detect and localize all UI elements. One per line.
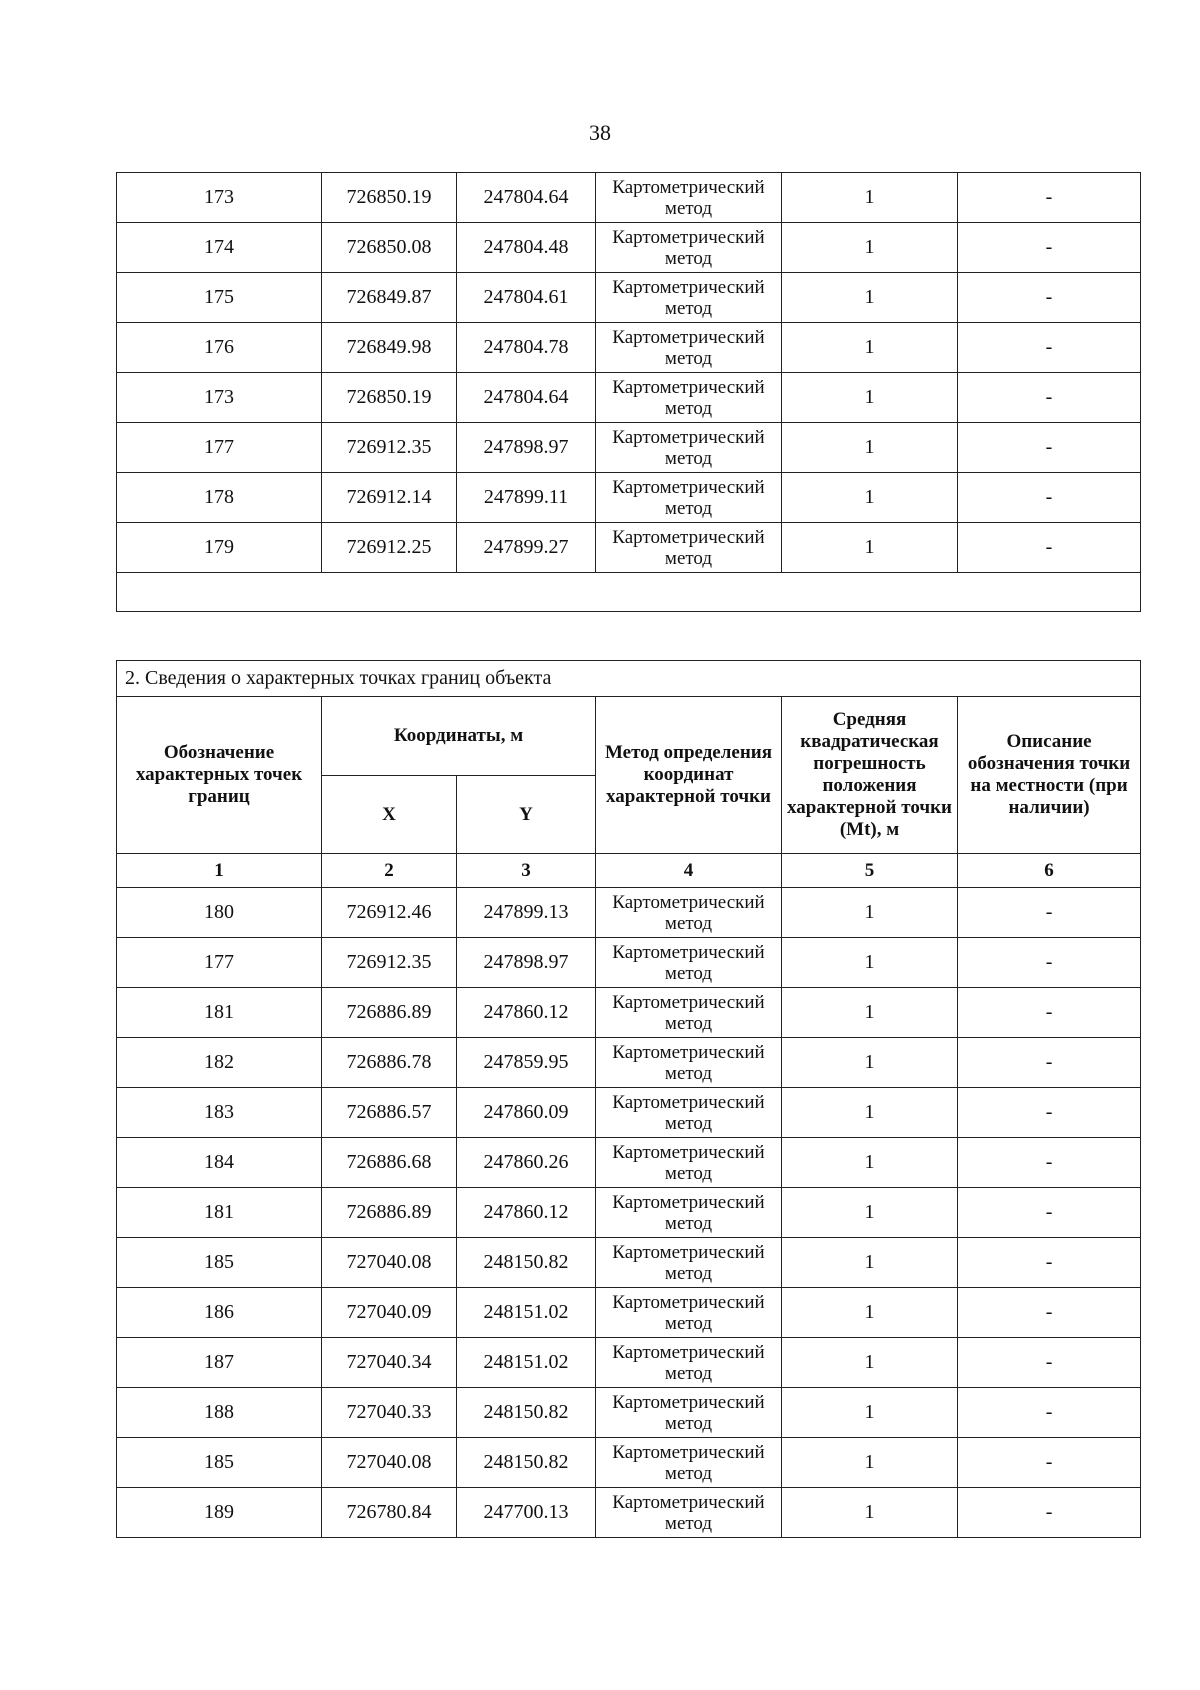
method-cell: Картометрический метод [596, 1138, 782, 1188]
column-number: 6 [958, 854, 1141, 888]
description-cell: - [958, 1438, 1141, 1488]
x-cell: 726886.89 [322, 988, 457, 1038]
method-cell: Картометрический метод [596, 1188, 782, 1238]
x-cell: 726849.98 [322, 323, 457, 373]
table2-body [117, 888, 1141, 1538]
table-row [117, 938, 1141, 988]
section-title: 2. Сведения о характерных точках границ объекта [117, 661, 1141, 697]
description-cell: - [958, 223, 1141, 273]
header-mt: Средняя квадратическая погрешность положения характерной точки (Mt), м [782, 697, 958, 854]
table-row [117, 473, 1141, 523]
table-row [117, 223, 1141, 273]
y-cell: 248151.02 [457, 1288, 596, 1338]
coordinates-table-continued [116, 172, 1141, 612]
x-cell: 726780.84 [322, 1488, 457, 1538]
x-cell: 726886.68 [322, 1138, 457, 1188]
y-cell: 247898.97 [457, 423, 596, 473]
description-cell: - [958, 273, 1141, 323]
table-row [117, 1138, 1141, 1188]
y-cell: 247804.64 [457, 173, 596, 223]
column-number: 2 [322, 854, 457, 888]
y-cell: 248151.02 [457, 1338, 596, 1388]
mt-cell: 1 [782, 523, 958, 573]
table-row [117, 1088, 1141, 1138]
mt-cell: 1 [782, 938, 958, 988]
method-cell: Картометрический метод [596, 938, 782, 988]
x-cell: 726886.89 [322, 1188, 457, 1238]
method-cell: Картометрический метод [596, 523, 782, 573]
mt-cell: 1 [782, 173, 958, 223]
y-cell: 247860.12 [457, 1188, 596, 1238]
mt-cell: 1 [782, 1138, 958, 1188]
x-cell: 726886.78 [322, 1038, 457, 1088]
mt-cell: 1 [782, 1338, 958, 1388]
description-cell: - [958, 323, 1141, 373]
x-cell: 726850.19 [322, 373, 457, 423]
point-cell: 185 [117, 1438, 322, 1488]
method-cell: Картометрический метод [596, 473, 782, 523]
method-cell: Картометрический метод [596, 1488, 782, 1538]
method-cell: Картометрический метод [596, 1338, 782, 1388]
description-cell: - [958, 1388, 1141, 1438]
description-cell: - [958, 523, 1141, 573]
description-cell: - [958, 1288, 1141, 1338]
x-cell: 726849.87 [322, 273, 457, 323]
method-cell: Картометрический метод [596, 1388, 782, 1438]
x-cell: 726850.08 [322, 223, 457, 273]
point-cell: 180 [117, 888, 322, 938]
x-cell: 727040.08 [322, 1438, 457, 1488]
mt-cell: 1 [782, 423, 958, 473]
x-cell: 726912.46 [322, 888, 457, 938]
description-cell: - [958, 423, 1141, 473]
column-number-row [117, 854, 1141, 888]
mt-cell: 1 [782, 1288, 958, 1338]
method-cell: Картометрический метод [596, 223, 782, 273]
y-cell: 247860.12 [457, 988, 596, 1038]
header-coordinates: Координаты, м [322, 697, 596, 776]
method-cell: Картометрический метод [596, 1288, 782, 1338]
point-cell: 185 [117, 1238, 322, 1288]
x-cell: 726850.19 [322, 173, 457, 223]
table-row [117, 1338, 1141, 1388]
table-row [117, 323, 1141, 373]
y-cell: 247898.97 [457, 938, 596, 988]
point-cell: 176 [117, 323, 322, 373]
point-cell: 173 [117, 173, 322, 223]
table-row [117, 988, 1141, 1038]
y-cell: 247804.61 [457, 273, 596, 323]
x-cell: 726912.25 [322, 523, 457, 573]
y-cell: 248150.82 [457, 1388, 596, 1438]
mt-cell: 1 [782, 1388, 958, 1438]
x-cell: 727040.09 [322, 1288, 457, 1338]
mt-cell: 1 [782, 1188, 958, 1238]
method-cell: Картометрический метод [596, 423, 782, 473]
header-method: Метод определения координат характерной точки [596, 697, 782, 854]
method-cell: Картометрический метод [596, 988, 782, 1038]
method-cell: Картометрический метод [596, 1238, 782, 1288]
point-cell: 184 [117, 1138, 322, 1188]
point-cell: 187 [117, 1338, 322, 1388]
description-cell: - [958, 888, 1141, 938]
table-row [117, 1438, 1141, 1488]
boundary-points-table [116, 660, 1141, 1538]
table-row [117, 373, 1141, 423]
point-cell: 179 [117, 523, 322, 573]
point-cell: 175 [117, 273, 322, 323]
mt-cell: 1 [782, 888, 958, 938]
mt-cell: 1 [782, 273, 958, 323]
table-row [117, 1038, 1141, 1088]
mt-cell: 1 [782, 373, 958, 423]
table1-empty-row [117, 573, 1141, 612]
mt-cell: 1 [782, 1038, 958, 1088]
point-cell: 181 [117, 988, 322, 1038]
description-cell: - [958, 373, 1141, 423]
description-cell: - [958, 173, 1141, 223]
table-row [117, 173, 1141, 223]
table-row [117, 1188, 1141, 1238]
header-y: Y [457, 776, 596, 854]
mt-cell: 1 [782, 223, 958, 273]
method-cell: Картометрический метод [596, 1088, 782, 1138]
method-cell: Картометрический метод [596, 173, 782, 223]
point-cell: 182 [117, 1038, 322, 1088]
point-cell: 181 [117, 1188, 322, 1238]
description-cell: - [958, 1338, 1141, 1388]
column-number: 5 [782, 854, 958, 888]
x-cell: 726912.14 [322, 473, 457, 523]
header-point: Обозначение характерных точек границ [117, 697, 322, 854]
method-cell: Картометрический метод [596, 888, 782, 938]
description-cell: - [958, 1488, 1141, 1538]
description-cell: - [958, 938, 1141, 988]
y-cell: 247700.13 [457, 1488, 596, 1538]
point-cell: 189 [117, 1488, 322, 1538]
mt-cell: 1 [782, 323, 958, 373]
description-cell: - [958, 1188, 1141, 1238]
point-cell: 177 [117, 423, 322, 473]
mt-cell: 1 [782, 988, 958, 1038]
table1-body [117, 173, 1141, 573]
table-row [117, 1288, 1141, 1338]
y-cell: 247859.95 [457, 1038, 596, 1088]
point-cell: 174 [117, 223, 322, 273]
method-cell: Картометрический метод [596, 273, 782, 323]
column-number: 1 [117, 854, 322, 888]
y-cell: 247899.27 [457, 523, 596, 573]
x-cell: 727040.34 [322, 1338, 457, 1388]
y-cell: 247899.11 [457, 473, 596, 523]
section-title-row [117, 661, 1141, 697]
description-cell: - [958, 1088, 1141, 1138]
y-cell: 247899.13 [457, 888, 596, 938]
y-cell: 247804.64 [457, 373, 596, 423]
method-cell: Картометрический метод [596, 1038, 782, 1088]
column-number: 4 [596, 854, 782, 888]
column-number: 3 [457, 854, 596, 888]
point-cell: 177 [117, 938, 322, 988]
table-row [117, 1488, 1141, 1538]
method-cell: Картометрический метод [596, 1438, 782, 1488]
method-cell: Картометрический метод [596, 323, 782, 373]
y-cell: 247804.78 [457, 323, 596, 373]
table-row [117, 1388, 1141, 1438]
table-row [117, 523, 1141, 573]
mt-cell: 1 [782, 1088, 958, 1138]
x-cell: 726886.57 [322, 1088, 457, 1138]
table-row [117, 423, 1141, 473]
y-cell: 247804.48 [457, 223, 596, 273]
y-cell: 247860.09 [457, 1088, 596, 1138]
empty-cell [117, 573, 1141, 612]
description-cell: - [958, 1138, 1141, 1188]
x-cell: 727040.33 [322, 1388, 457, 1438]
mt-cell: 1 [782, 1238, 958, 1288]
y-cell: 248150.82 [457, 1438, 596, 1488]
header-x: X [322, 776, 457, 854]
point-cell: 186 [117, 1288, 322, 1338]
mt-cell: 1 [782, 1438, 958, 1488]
point-cell: 183 [117, 1088, 322, 1138]
table-row [117, 888, 1141, 938]
description-cell: - [958, 1238, 1141, 1288]
point-cell: 178 [117, 473, 322, 523]
header-row-top [117, 697, 1141, 776]
y-cell: 247860.26 [457, 1138, 596, 1188]
header-description: Описание обозначения точки на местности (при наличии) [958, 697, 1141, 854]
point-cell: 173 [117, 373, 322, 423]
y-cell: 248150.82 [457, 1238, 596, 1288]
page-number: 38 [589, 120, 611, 145]
description-cell: - [958, 1038, 1141, 1088]
description-cell: - [958, 473, 1141, 523]
table-row [117, 273, 1141, 323]
mt-cell: 1 [782, 473, 958, 523]
x-cell: 726912.35 [322, 938, 457, 988]
x-cell: 726912.35 [322, 423, 457, 473]
description-cell: - [958, 988, 1141, 1038]
x-cell: 727040.08 [322, 1238, 457, 1288]
point-cell: 188 [117, 1388, 322, 1438]
table-row [117, 1238, 1141, 1288]
mt-cell: 1 [782, 1488, 958, 1538]
method-cell: Картометрический метод [596, 373, 782, 423]
